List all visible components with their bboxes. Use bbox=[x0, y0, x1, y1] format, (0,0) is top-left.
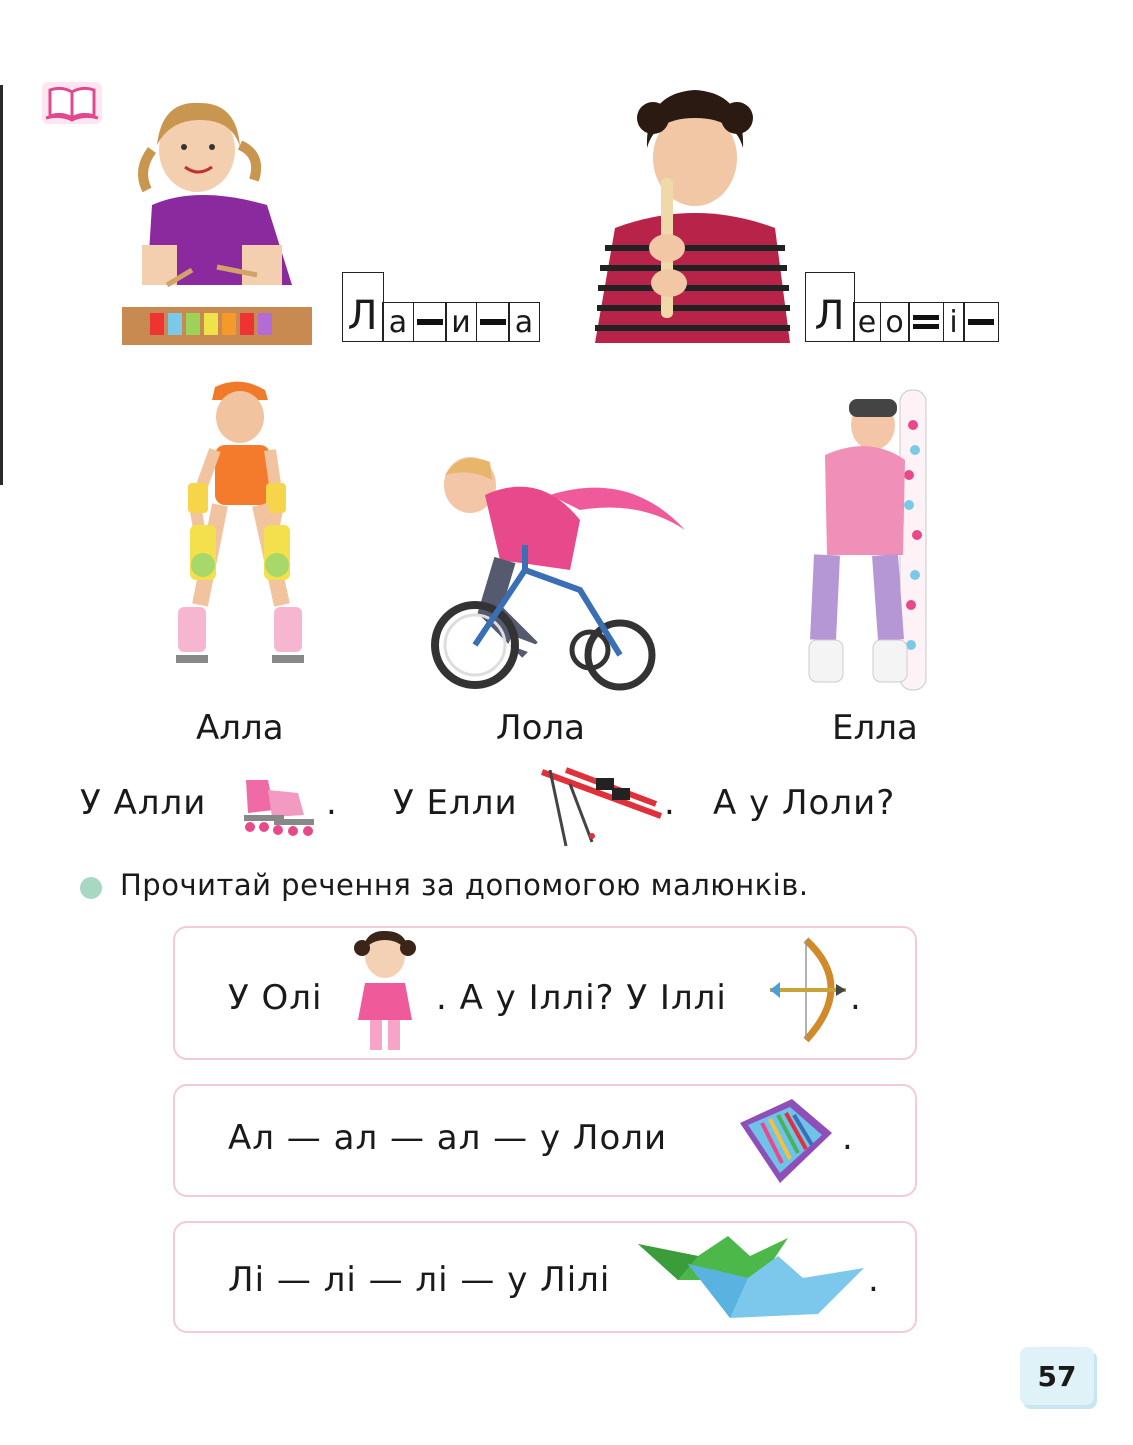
open-book-icon bbox=[40, 80, 104, 126]
ella-skis-photo bbox=[805, 385, 940, 695]
scheme-consonant-dash bbox=[413, 302, 447, 342]
scheme-vowel: а bbox=[508, 302, 540, 342]
scheme-vowel: і bbox=[943, 302, 965, 342]
sentence-alla: У Алли bbox=[80, 783, 207, 823]
box2-dot: . bbox=[842, 1118, 854, 1158]
name-alla: Алла bbox=[196, 708, 284, 748]
bow-and-arrow-icon bbox=[766, 936, 850, 1044]
scheme-double-dash bbox=[908, 302, 944, 342]
box3-text: Лі — лі — лі — у Лілі bbox=[228, 1260, 611, 1300]
doll-icon bbox=[350, 928, 420, 1058]
rollerskates-icon bbox=[238, 775, 326, 837]
scheme-consonant-dash bbox=[963, 302, 999, 342]
box1-dot: . bbox=[850, 978, 862, 1018]
pencil-case-icon bbox=[732, 1093, 840, 1189]
name-ella: Елла bbox=[832, 708, 918, 748]
box1-text-middle: . А у Іллі? У Іллі bbox=[436, 978, 727, 1018]
word-scheme-1 bbox=[343, 272, 540, 342]
sentence-ella: У Елли bbox=[393, 783, 518, 823]
scheme-capital-letter: Л bbox=[342, 272, 384, 342]
scheme-vowel: а bbox=[382, 302, 414, 342]
sentence-dot: . bbox=[664, 783, 676, 823]
scheme-capital-letter: Л bbox=[805, 272, 855, 342]
page-edge-rule bbox=[0, 85, 3, 485]
scheme-vowel: е bbox=[853, 302, 881, 342]
box3-dot: . bbox=[868, 1260, 880, 1300]
word-scheme-2 bbox=[806, 272, 999, 342]
alla-rollerskates-photo bbox=[160, 375, 310, 690]
name-lola: Лола bbox=[496, 708, 585, 748]
girl-xylophone-photo bbox=[122, 95, 312, 345]
lola-tricycle-photo bbox=[430, 450, 690, 695]
scheme-vowel: и bbox=[445, 302, 477, 342]
skis-icon bbox=[536, 764, 664, 849]
paper-boats-icon bbox=[638, 1234, 868, 1326]
scheme-consonant-dash bbox=[476, 302, 510, 342]
page-number: 57 bbox=[1020, 1347, 1094, 1405]
sentence-lola-question: А у Лоли? bbox=[713, 783, 896, 823]
instruction-text: Прочитай речення за допомогою малюнків. bbox=[120, 868, 809, 902]
scheme-vowel: о bbox=[880, 302, 910, 342]
instruction-bullet bbox=[80, 877, 102, 899]
boy-recorder-photo bbox=[595, 88, 790, 343]
box1-text-start: У Олі bbox=[228, 978, 323, 1018]
box2-text: Ал — ал — ал — у Лоли bbox=[228, 1118, 668, 1158]
sentence-dot: . bbox=[326, 783, 338, 823]
